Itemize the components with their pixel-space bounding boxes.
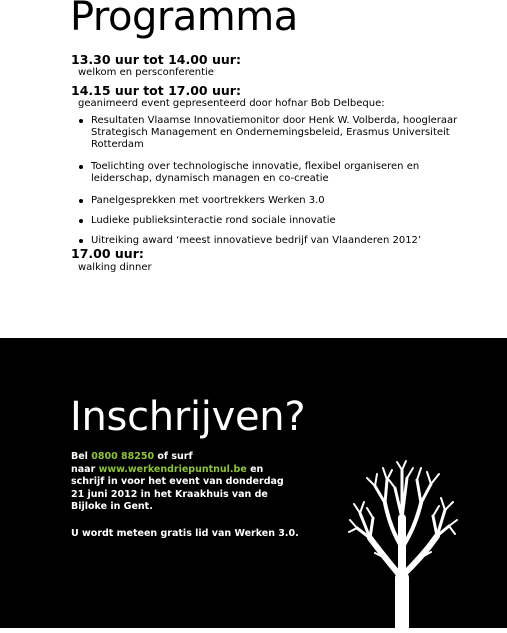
list-item: Ludieke publieksinteractie rond sociale innovatie [78,215,458,227]
programme-list [78,115,458,247]
tree-icon [345,458,460,633]
of-surf-text: of surf [154,451,193,462]
slot1-desc: welkom en persconferentie [78,67,214,78]
list-item: Uitreiking award ‘meest innovatieve bedrijf van Vlaanderen 2012’ [78,235,458,247]
membership-note: U wordt meteen gratis lid van Werken 3.0. [71,528,299,539]
website-link[interactable]: www.werkendriepuntnul.be [98,463,247,475]
list-item: Toelichting over technologische innovatie, flexibel organiseren en leiderschap, dynamisch managen en co-creatie [78,161,458,185]
inschrijven-section [0,338,507,628]
slot1-time: 13.30 uur tot 14.00 uur: [71,52,241,67]
registration-text [71,451,286,514]
programma-title: Programma [70,0,298,40]
slot3-time: 17.00 uur: [71,246,144,261]
list-item: Resultaten Vlaamse Innovatiemonitor door Henk W. Volberda, hoogleraar Strategisch Management en Ondernemingsbeleid, Erasmus Universiteit Rotterdam [78,115,458,151]
bel-text: Bel [71,451,92,462]
naar-text: naar [71,463,99,475]
slot3-desc: walking dinner [78,262,152,273]
slot2-time: 14.15 uur tot 17.00 uur: [71,83,241,98]
list-item: Panelgesprekken met voortrekkers Werken 3.0 [78,195,458,207]
inschrijven-title: Inschrijven? [70,394,306,440]
slot2-desc: geanimeerd event gepresenteerd door hofnar Bob Delbeque: [78,98,385,109]
phone-number[interactable]: 0800 88250 [91,451,155,462]
registration-rest: en schrijf in voor het event van donderdag 21 juni 2012 in het Kraakhuis van de Bijloke in Gent. [71,463,284,512]
